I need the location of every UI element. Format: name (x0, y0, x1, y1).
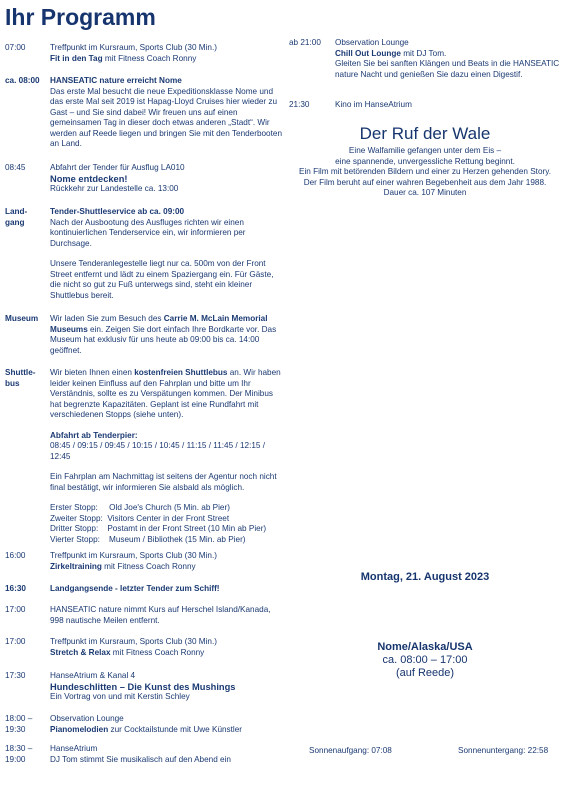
schedule-entry (5, 637, 283, 658)
schedule-entry (5, 314, 283, 356)
event-name: Hundeschlitten – Die Kunst des Mushings (50, 681, 236, 692)
entry-line: HanseAtrium & Kanal 4 (50, 671, 136, 680)
entry-time: 21:30 (289, 100, 310, 109)
stop-item: Erster Stopp: Old Joe's Church (5 Min. ab Pier) (50, 503, 230, 512)
port-info (290, 641, 560, 680)
entry-time: Land- gang (5, 207, 28, 227)
shuttle-stops (50, 503, 283, 545)
movie-desc-line: eine spannende, unvergessliche Rettung beginnt. (335, 156, 515, 166)
schedule-entry (5, 368, 283, 545)
event-detail: mit Fitness Coach Ronny (101, 561, 196, 571)
entry-time: 17:00 (5, 637, 26, 646)
schedule-entry (5, 551, 283, 572)
departure-times: 08:45 / 09:15 / 09:45 / 10:15 / 10:45 / 11:15 / 11:45 / 12:15 / 12:45 (50, 441, 266, 461)
schedule-entry (289, 38, 561, 80)
schedule-entry (5, 605, 283, 626)
event-detail: zur Cocktailstunde mit Uwe Künstler (108, 724, 243, 734)
entry-line: Abfahrt der Tender für Ausflug LA010 (50, 163, 185, 172)
schedule-entry (5, 43, 283, 64)
event-name: Stretch & Relax (50, 647, 111, 657)
event-detail: mit DJ Tom. (400, 48, 447, 58)
entry-text: Ein Fahrplan am Nachmittag ist seitens der Agentur noch nicht final bestätigt, wir informieren Sie alsbald als möglich. (50, 472, 277, 492)
entry-line: Observation Lounge (50, 714, 124, 723)
sunset: Sonnenuntergang: 22:58 (458, 746, 549, 755)
entry-line: Treffpunkt im Kursraum, Sports Club (30 Min.) (50, 637, 217, 646)
event-name: Fit in den Tag (50, 53, 103, 63)
entry-heading: HANSEATIC nature erreicht Nome (50, 76, 182, 85)
museum-name: Carrie M. McLain Memorial Museums (50, 314, 268, 334)
departure-heading: Abfahrt ab Tenderpier: (50, 430, 138, 440)
schedule-entry (5, 163, 283, 195)
movie-title: Der Ruf der Wale (359, 124, 491, 143)
entry-text: Unsere Tenderanlegestelle liegt nur ca. 500m von der Front Street entfernt und lädt zu einem Spaziergang ein. Für Gäste, die nicht so gut zu Fuß unterwegs sind, steht ein kleiner Shuttlebus bereit. (50, 259, 274, 300)
entry-text: Gleiten Sie bei sanften Klängen und Beats in die HANSEATIC nature Nacht und genießen Sie dazu einen Digestif. (335, 59, 560, 79)
entry-heading: Landgangsende - letzter Tender zum Schiff! (50, 584, 220, 593)
stop-item: Zweiter Stopp: Visitors Center in der Front Street (50, 513, 230, 523)
entry-line: Ein Vortrag von und mit Kerstin Schley (50, 692, 190, 701)
entry-line: Observation Lounge (335, 38, 409, 47)
event-name: Zirkeltraining (50, 561, 102, 571)
movie-desc-line: Ein Film mit betörenden Bildern und einer zu Herzen gehenden Story. (299, 167, 551, 176)
anchor-info: (auf Reede) (395, 667, 455, 679)
movie-desc-line: Der Film beruht auf einer wahren Begebenheit aus dem Jahr 1988. (303, 177, 547, 187)
schedule-entry (289, 100, 561, 111)
port-time: ca. 08:00 – 17:00 (382, 654, 468, 666)
stop-item: Dritter Stopp: Postamt in der Front Street (10 Min ab Pier) (50, 524, 267, 533)
entry-text: Nach der Ausbootung des Ausfluges richten wir einen kontinuierlichen Tenderservice ein, wir informieren per Durchsage. (50, 217, 246, 248)
entry-text: an. Wir haben leider keinen Einfluss auf den Fahrplan und bitte um Ihr Verständnis, sollte es zu Verspätungen kommen. Der Minibus hat begrenzte Kapazitäten. Geplant ist eine Rundfahrt mit verschiedenen Stopps (siehe unten). (50, 368, 281, 419)
entry-line: Treffpunkt im Kursraum, Sports Club (30 Min.) (50, 43, 217, 52)
page-title: Ihr Programm (5, 4, 156, 30)
event-name: Nome entdecken! (50, 173, 128, 184)
entry-time: 18:00 – 19:30 (5, 714, 33, 734)
entry-time: 07:00 (5, 43, 26, 52)
event-detail: mit Fitness Coach Ronny (102, 53, 197, 63)
entry-line: Kino im HanseAtrium (335, 100, 412, 109)
entry-time: 16:30 (5, 584, 26, 593)
schedule-entry (5, 744, 283, 765)
entry-line: HanseAtrium (50, 744, 98, 753)
entry-time: Museum (5, 314, 39, 323)
entry-text: Wir laden Sie zum Besuch des (50, 314, 164, 323)
schedule-entry (5, 671, 283, 703)
entry-time: ab 21:00 (289, 38, 321, 47)
event-name: Pianomelodien (50, 724, 109, 734)
shuttle-name: kostenfreien Shuttlebus (134, 368, 228, 377)
movie-desc-line: Eine Walfamilie gefangen unter dem Eis – (348, 146, 502, 155)
entry-time: 16:00 (5, 551, 26, 560)
entry-text: Das erste Mal besucht die neue Expeditionsklasse Nome und das erste Mal seit 2019 ist Hapag-Lloyd Cruises hier wieder zu Gast – und Sie sind dabei! Wir freuen uns auf einen gemeinsamen Tag in dieser doch etwas anderen „Stadt“. Wir werden auf Reede liegen und bringen Sie mit den Tenderbooten an Land. (50, 86, 282, 148)
movie-description (290, 146, 560, 199)
entry-time: 17:30 (5, 671, 26, 680)
schedule-entry (5, 714, 283, 735)
schedule-entry (5, 584, 283, 595)
entry-heading: Tender-Shuttleservice ab ca. 09:00 (50, 207, 185, 216)
entry-line: DJ Tom stimmt Sie musikalisch auf den Abend ein (50, 754, 231, 764)
entry-time: ca. 08:00 (5, 76, 40, 85)
stop-item: Vierter Stopp: Museum / Bibliothek (15 Min. ab Pier) (50, 534, 246, 544)
entry-time: Shuttle- bus (5, 368, 36, 388)
entry-text: Wir bieten Ihnen einen (50, 368, 135, 377)
event-name: Chill Out Lounge (335, 48, 401, 58)
port-name: Nome/Alaska/USA (377, 641, 473, 653)
schedule-entry (5, 76, 283, 150)
event-detail: mit Fitness Coach Ronny (110, 647, 205, 657)
movie-desc-line: Dauer ca. 107 Minuten (383, 188, 467, 197)
sunrise: Sonnenaufgang: 07:08 (309, 746, 392, 755)
entry-line: Rückkehr zur Landestelle ca. 13:00 (50, 184, 179, 193)
entry-text: HANSEATIC nature nimmt Kurs auf Herschel Island/Kanada, 998 nautische Meilen entfernt. (50, 605, 271, 625)
entry-time: 08:45 (5, 163, 26, 172)
entry-time: 17:00 (5, 605, 26, 614)
entry-line: Treffpunkt im Kursraum, Sports Club (30 Min.) (50, 551, 217, 560)
program-date: Montag, 21. August 2023 (360, 571, 490, 583)
entry-text: ein. Zeigen Sie dort einfach Ihre Bordkarte vor. Das Museum hat exklusiv für uns heute ab 09:00 bis ca. 14:00 geöffnet. (50, 324, 277, 355)
entry-time: 18:30 – 19:00 (5, 744, 33, 764)
schedule-entry (5, 207, 283, 301)
